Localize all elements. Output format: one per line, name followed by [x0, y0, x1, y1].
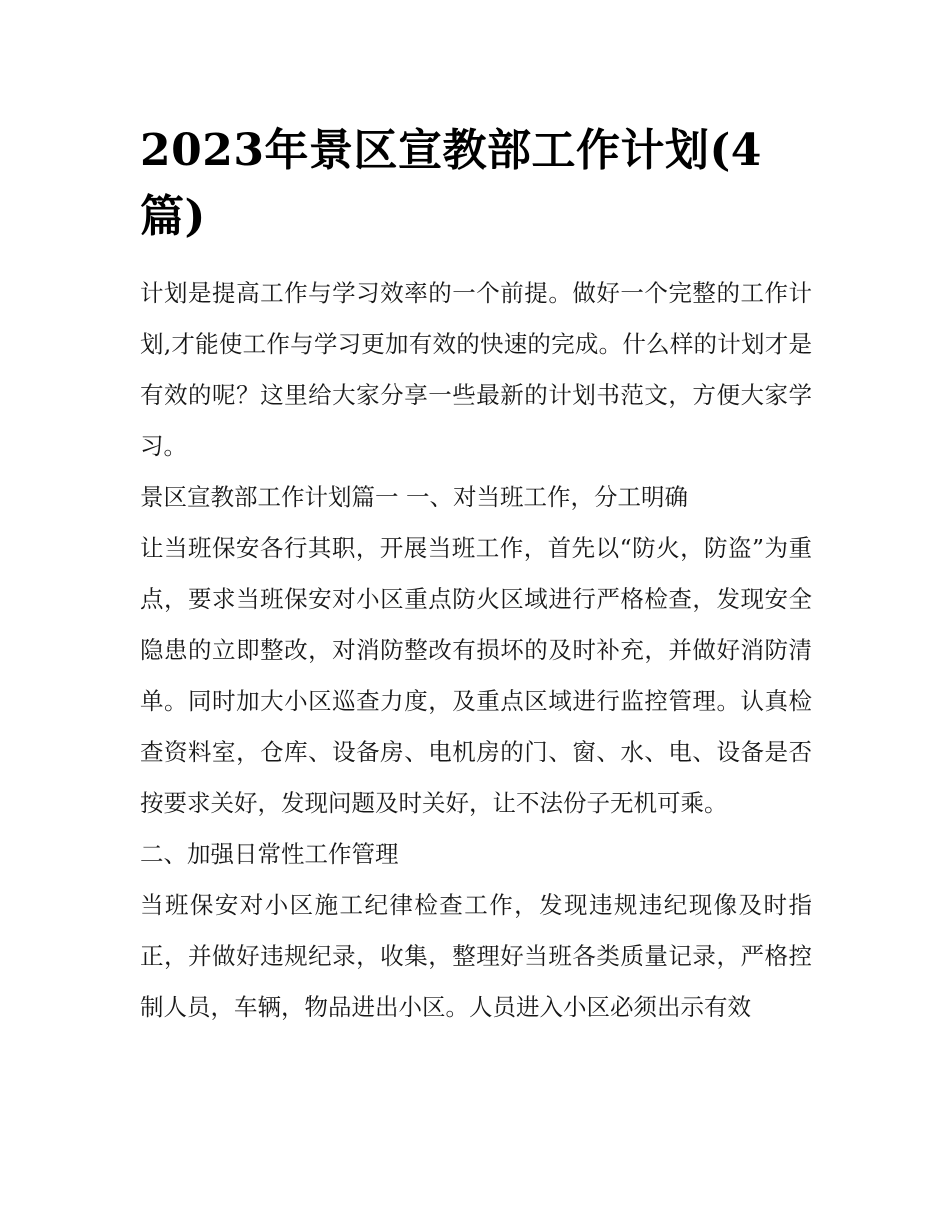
document-body	[140, 268, 812, 1033]
section-heading-2: 二、加强日常性工作管理	[140, 840, 399, 868]
body-paragraph-2: 当班保安对小区施工纪律检查工作，发现违规违纪现像及时指正，并做好违规纪录，收集，整理好当班各类质量记录，严格控制人员，车辆，物品进出小区。人员进入小区必须出示有效	[140, 891, 812, 1021]
section-heading-1: 景区宣教部工作计划篇一 一、对当班工作，分工明确	[140, 483, 688, 511]
intro-paragraph: 计划是提高工作与学习效率的一个前提。做好一个完整的工作计划,才能使工作与学习更加有效的快速的完成。什么样的计划才是有效的呢？这里给大家分享一些最新的计划书范文，方便大家学习。	[140, 279, 812, 460]
document-page	[140, 118, 812, 1033]
document-title: 2023年景区宣教部工作计划(4篇)	[140, 125, 762, 242]
body-paragraph-1: 让当班保安各行其职，开展当班工作，首先以“防火，防盗”为重点，要求当班保安对小区重点防火区域进行严格检查，发现安全隐患的立即整改，对消防整改有损坏的及时补充，并做好消防清单。同时加大小区巡查力度，及重点区域进行监控管理。认真检查资料室，仓库、设备房、电机房的门、窗、水、电、设备是否按要求关好，发现问题及时关好，让不法份子无机可乘。	[140, 534, 812, 817]
